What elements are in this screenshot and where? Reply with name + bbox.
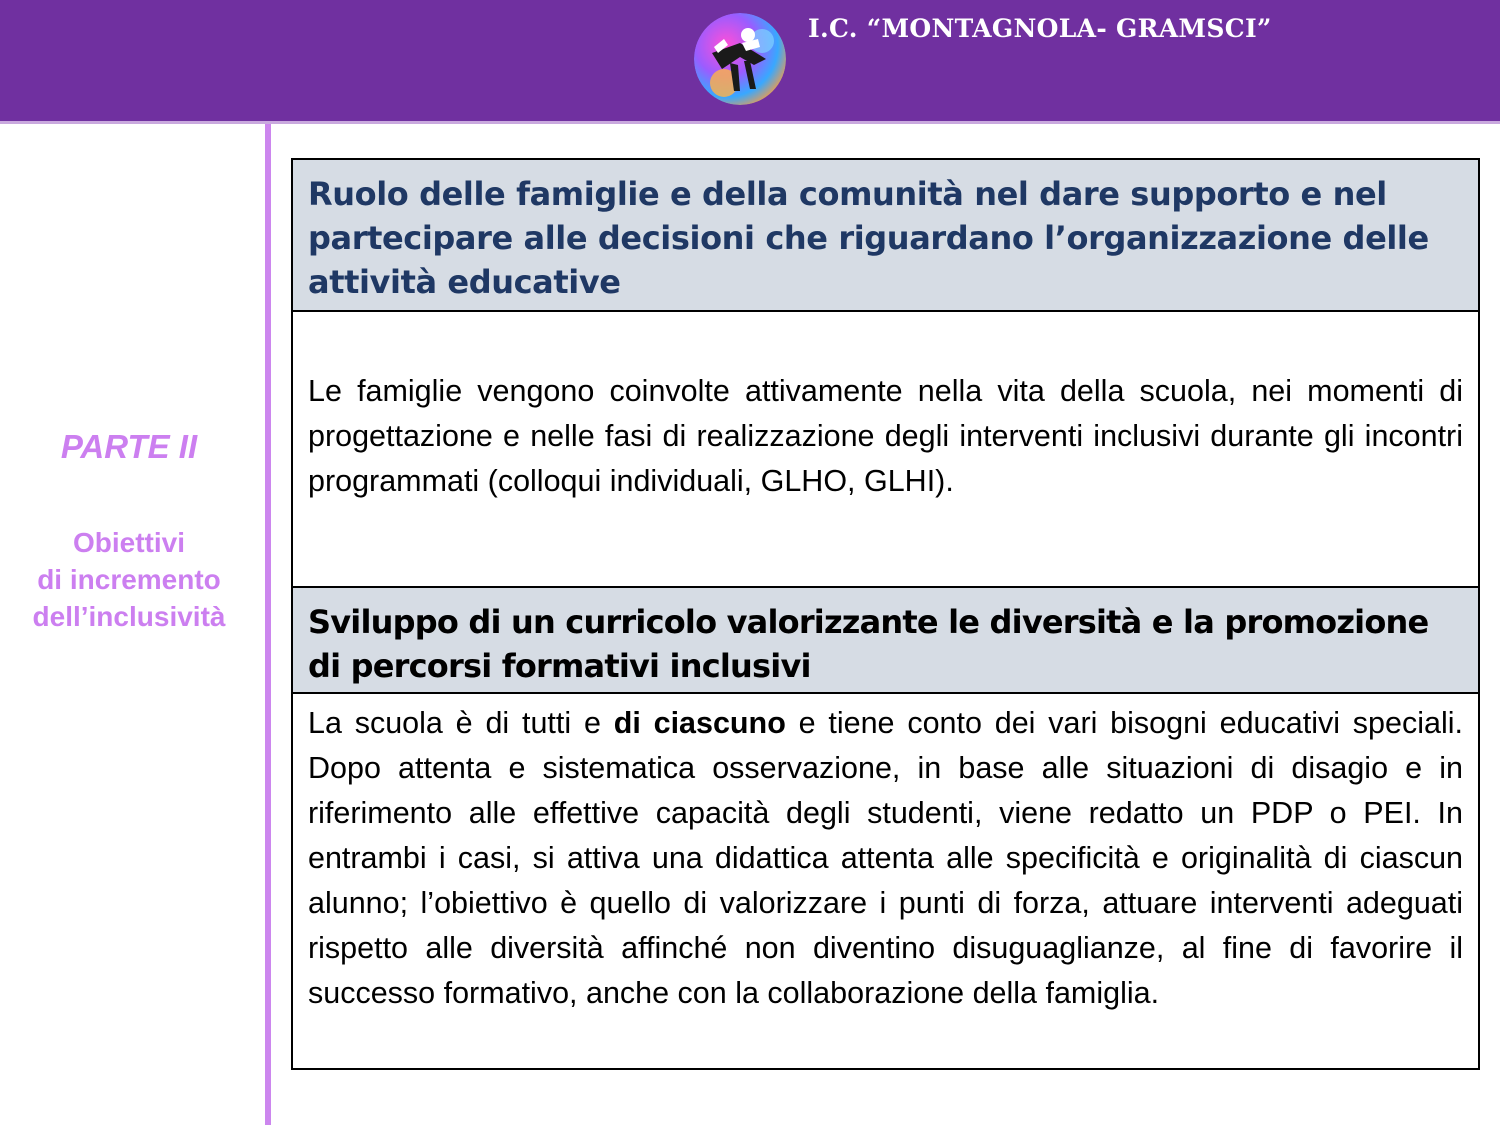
- section-1-body-cell: [293, 312, 1478, 586]
- section-2-body-cell: [293, 694, 1478, 1068]
- section-2-body-emphasis: di ciascuno: [613, 706, 786, 740]
- section-2-body-start: La scuola è di tutti e: [308, 706, 614, 740]
- header-bar: [0, 0, 1500, 121]
- section-2-heading-cell: [293, 588, 1478, 692]
- sidebar-divider: [265, 124, 271, 1125]
- section-2-heading: Sviluppo di un curricolo valorizzante le diversità e la promozione di percorsi formativi inclusivi: [308, 603, 1429, 685]
- part-label: PARTE II: [60, 428, 198, 465]
- school-name: I.C. “MONTAGNOLA- GRAMSCI”: [808, 14, 1272, 43]
- section-2-body: [308, 694, 1463, 1016]
- section-2-body-rest: e tiene conto dei vari bisogni educativi speciali. Dopo attenta e sistematica osservazione, in base alle situazioni di disagio e in riferimento alle effettive capacità degli studenti, viene redatto un PDP o PEI. In entrambi i casi, si attiva una didattica attenta alle specificità e originalità di ciascun alunno; l’obiettivo è quello di valorizzare i punti di forza, attuare interventi adeguati rispetto alle diversità affinché non diventino disuguaglianze, al fine di favorire il successo formativo, anche con la collaborazione della famiglia.: [308, 706, 1463, 1010]
- content-table: [291, 158, 1480, 1070]
- section-1-heading-cell: [293, 160, 1478, 310]
- school-logo-icon: [694, 13, 786, 105]
- header-divider: [0, 121, 1500, 124]
- school-logo: [694, 13, 786, 105]
- section-1-body: Le famiglie vengono coinvolte attivamente nella vita della scuola, nei momenti di progettazione e nelle fasi di realizzazione degli interventi inclusivi durante gli incontri programmati (colloqui individuali, GLHO, GLHI).: [308, 374, 1463, 498]
- section-subtitle: Obiettivi di incremento dell’inclusività: [32, 527, 226, 632]
- section-1-heading: Ruolo delle famiglie e della comunità nel dare supporto e nel partecipare alle decisioni che riguardano l’organizzazione delle attività educative: [308, 175, 1429, 301]
